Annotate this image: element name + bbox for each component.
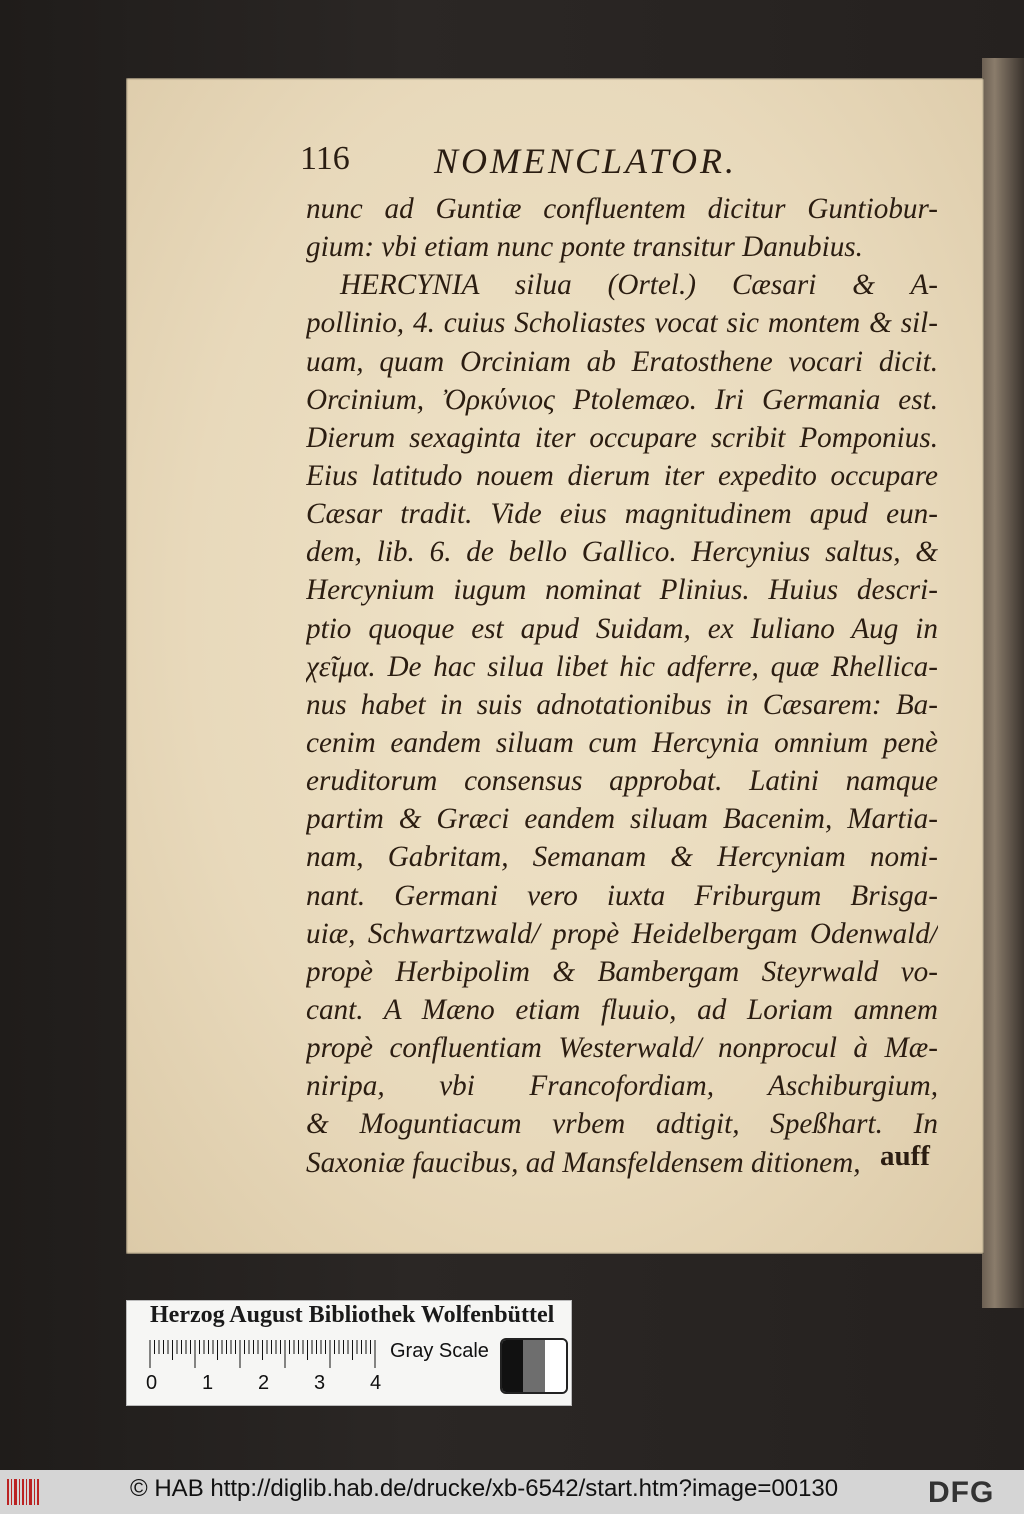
text-line: Orcinium, Ὀρκύνιος Ptolemæo. Iri Germania est.: [306, 383, 938, 416]
text-line: Eius latitudo nouem dierum iter expedito occupare: [306, 459, 938, 492]
running-head: NOMENCLATOR.: [434, 141, 738, 181]
text-line: gium: vbi etiam nunc ponte transitur Danubius.: [306, 231, 863, 264]
gray-swatch: [523, 1340, 544, 1392]
gray-swatch: [502, 1340, 523, 1392]
catchword: auff: [880, 1140, 930, 1172]
ruler-number: 3: [314, 1372, 326, 1394]
text-line: Cæsar tradit. Vide eius magnitudinem apud eun-: [306, 498, 938, 531]
barcode-icon: [6, 1477, 40, 1507]
footer-citation: © HAB http://diglib.hab.de/drucke/xb-6542/start.htm?image=00130: [130, 1475, 839, 1502]
text-line: nunc ad Guntiæ confluentem dicitur Guntiobur-: [306, 193, 938, 225]
text-line: ptio quoque est apud Suidam, ex Iuliano Aug in: [306, 612, 938, 645]
text-line: uam, quam Orciniam ab Eratosthene vocari dicit.: [306, 345, 938, 378]
text-line: partim & Græci eandem siluam Bacenim, Martia-: [306, 803, 938, 836]
ruler-number: 2: [258, 1372, 270, 1394]
page-number: 116: [300, 140, 350, 177]
text-line: uiæ, Schwartzwald/ propè Heidelbergam Odenwald/: [306, 917, 938, 950]
body-text: [306, 190, 938, 1182]
text-line: cenim eandem siluam cum Hercynia omnium penè: [306, 726, 938, 759]
text-line: HERCYNIA silua (Ortel.) Cæsari & A-: [340, 269, 938, 302]
text-line: χεῖμα. De hac silua libet hic adferre, quæ Rhellica-: [306, 650, 938, 683]
text-line: pollinio, 4. cuius Scholiastes vocat sic montem & sil-: [306, 307, 938, 340]
text-line: Dierum sexaginta iter occupare scribit Pomponius.: [306, 421, 938, 454]
ruler-number: 0: [146, 1372, 158, 1394]
dfg-logo: DFG: [928, 1476, 995, 1509]
ruler-scale: [148, 1340, 380, 1368]
text-line: Saxoniæ faucibus, ad Mansfeldensem ditionem,: [306, 1146, 861, 1179]
text-line: nant. Germani vero iuxta Friburgum Brisga-: [306, 879, 938, 912]
text-line: propè confluentiam Westerwald/ nonprocul à Mæ-: [306, 1032, 938, 1065]
text-line: & Moguntiacum vrbem adtigit, Speßhart. In: [306, 1108, 938, 1141]
text-line: eruditorum consensus approbat. Latini namque: [306, 765, 938, 798]
text-line: nam, Gabritam, Semanam & Hercyniam nomi-: [306, 841, 938, 874]
text-line: nus habet in suis adnotationibus in Cæsarem: Ba-: [306, 688, 938, 721]
gray-scale-swatch: [500, 1338, 568, 1394]
text-line: cant. A Mæno etiam fluuio, ad Loriam amnem: [306, 993, 938, 1026]
text-line: Hercynium iugum nominat Plinius. Huius descri-: [306, 574, 938, 607]
text-line: dem, lib. 6. de bello Gallico. Hercynius saltus, &: [306, 536, 938, 569]
gray-swatch: [545, 1340, 566, 1392]
text-line: propè Herbipolim & Bambergam Steyrwald vo-: [306, 955, 938, 988]
library-title: Herzog August Bibliothek Wolfenbüttel: [150, 1302, 555, 1328]
gray-scale-label: Gray Scale: [390, 1340, 489, 1362]
ruler-number: 4: [370, 1372, 382, 1394]
book-edge: [982, 58, 1024, 1308]
text-line: niripa, vbi Francofordiam, Aschiburgium,: [306, 1070, 938, 1103]
page-header: [300, 140, 860, 184]
ruler-number: 1: [202, 1372, 214, 1394]
